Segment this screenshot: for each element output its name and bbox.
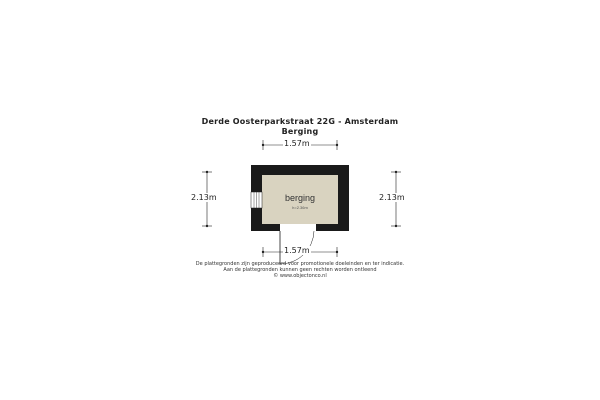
room-name: berging: [284, 193, 316, 203]
disclaimer-line-2: Aan de plattegronden kunnen geen rechten worden ontleend: [223, 267, 377, 273]
plan-address-title: Derde Oosterparkstraat 22G - Amsterdam: [201, 117, 399, 126]
door-opening: [280, 224, 316, 231]
plan-floor-title: Berging: [281, 127, 319, 136]
bottom-width-label: 1.57m: [284, 246, 310, 255]
top-width-label: 1.57m: [284, 139, 310, 148]
right-height-label: 2.13m: [379, 193, 405, 202]
room-ceiling-height: h=2.36m: [292, 205, 308, 210]
disclaimer-line-3: © www.objectonco.nl: [273, 273, 327, 279]
disclaimer-line-1: De plattegronden zijn geproduceerd voor promotionele doeleinden en ter indicatie.: [195, 261, 405, 267]
left-height-label: 2.13m: [191, 193, 217, 202]
